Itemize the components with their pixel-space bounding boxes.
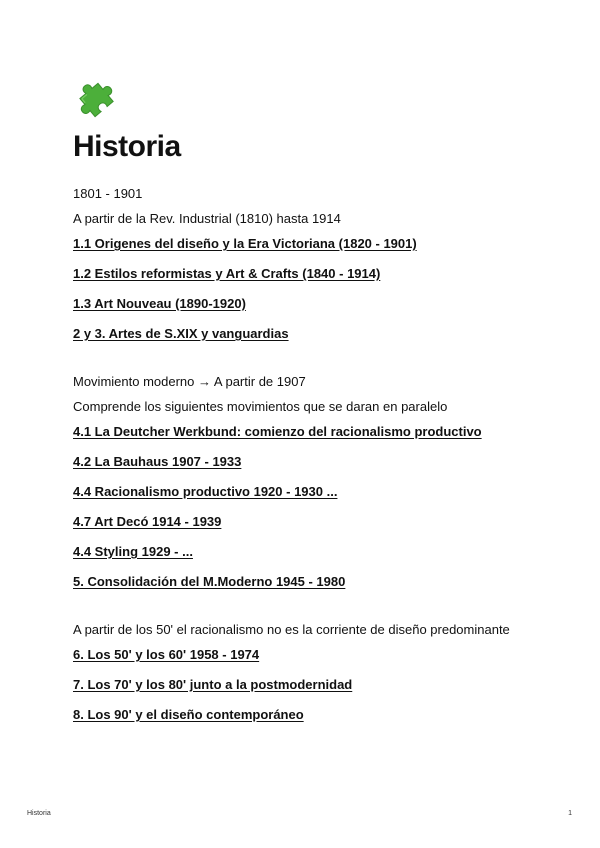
intro-text: A partir de la Rev. Industrial (1810) hasta 1914 xyxy=(73,211,341,226)
page-link[interactable]: 4.2 La Bauhaus 1907 - 1933 xyxy=(73,454,242,469)
footer-page-name: Historia xyxy=(27,810,51,817)
intro-text: Comprende los siguientes movimientos que se daran en paralelo xyxy=(73,399,448,414)
puzzle-piece-icon xyxy=(73,76,115,118)
intro-text: Movimiento moderno → A partir de 1907 xyxy=(73,374,306,389)
intro-text: 1801 - 1901 xyxy=(73,186,143,201)
page-link[interactable]: 4.4 Styling 1929 - ... xyxy=(73,544,193,559)
page-link[interactable]: 4.4 Racionalismo productivo 1920 - 1930 ... xyxy=(73,484,338,499)
page-title: Historia xyxy=(73,130,181,163)
page-link[interactable]: 8. Los 90' y el diseño contemporáneo xyxy=(73,707,304,722)
page-link[interactable]: 1.1 Origenes del diseño y la Era Victoriana (1820 - 1901) xyxy=(73,236,417,251)
section-1 xyxy=(73,186,553,342)
page-link[interactable]: 1.2 Estilos reformistas y Art & Crafts (1840 - 1914) xyxy=(73,266,381,281)
page-link[interactable]: 7. Los 70' y los 80' junto a la postmodernidad xyxy=(73,677,353,692)
page-content xyxy=(73,76,553,737)
footer-page-number: 1 xyxy=(568,810,572,817)
page-link[interactable]: 5. Consolidación del M.Moderno 1945 - 1980 xyxy=(73,574,346,589)
section-2 xyxy=(73,374,553,590)
section-3 xyxy=(73,622,553,723)
page-link[interactable]: 1.3 Art Nouveau (1890-1920) xyxy=(73,296,246,311)
intro-text: A partir de los 50' el racionalismo no es la corriente de diseño predominante xyxy=(73,622,510,637)
page-link[interactable]: 4.1 La Deutcher Werkbund: comienzo del racionalismo productivo xyxy=(73,424,482,439)
page-link[interactable]: 4.7 Art Decó 1914 - 1939 xyxy=(73,514,222,529)
page-link[interactable]: 6. Los 50' y los 60' 1958 - 1974 xyxy=(73,647,260,662)
page-link[interactable]: 2 y 3. Artes de S.XIX y vanguardias xyxy=(73,326,289,341)
